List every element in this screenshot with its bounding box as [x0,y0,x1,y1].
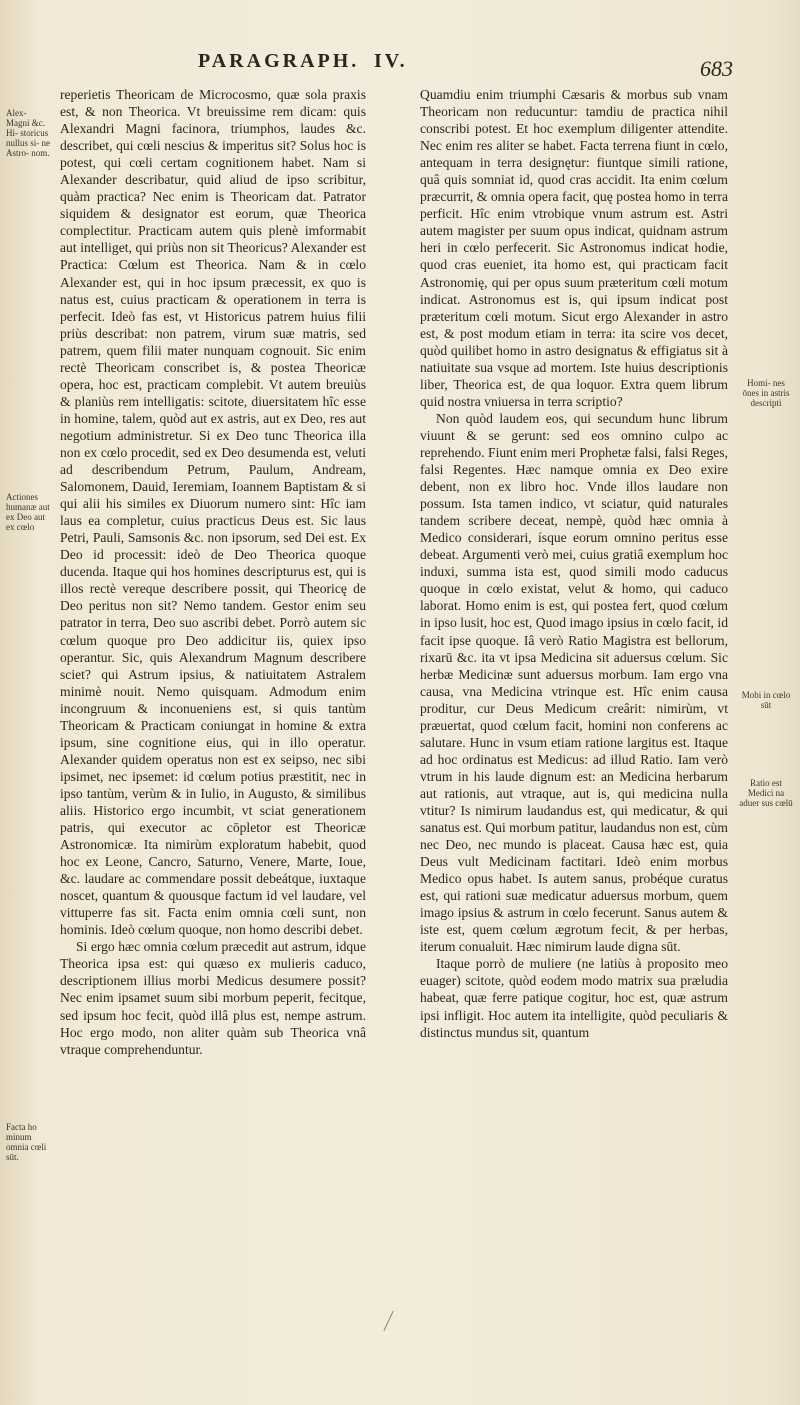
margin-note-left-1: Alex- Magni &c. Hi- storicus nullus si- ne Astro- nom. [6,108,50,158]
text-column-right [420,86,728,1041]
margin-note-right-3: Ratio est Medici na aduer sus cœlū [739,778,793,808]
header-paragraph-label: PARAGRAPH. [198,50,360,72]
running-header [0,50,800,81]
text-column-left [60,86,366,1058]
margin-note-right-2: Mobi in cœlo sūt [741,690,791,710]
paragraph: Si ergo hæc omnia cœlum præcedit aut astrum, idque Theorica ipsa est: qui quæso ex mulieris caduco, descriptionem illius morbi Medicus desumere possit? Nec enim ipsamet suum sibi morbum peperit, fecitque, sed ipsum hoc fecit, quòd illâ plus est, nempe astrum. Hoc ergo modo, non aliter quàm sub Theorica vnâ vtraque comprehenduntur. [60,939,366,1057]
paragraph: Non quòd laudem eos, qui secundum hunc librum viuunt & se gerunt: sed eos omnino culpo ac reprehendo. Fiunt enim meri Prophetæ falsi, falsi Reges, falsi Regentes. Hæc namque omnia ex Deo exire debent, non ex libro hoc. Vnde illos laudare non possum. Ista tamen indico, vt sciatur, quid naturales tandem scribere deceat, nempè, quòd hæc omnia à Medico considerari, ísque eorum omnino peritus esse debeat. Argumenti verò mei, cuius gratiâ exemplum hoc induxi, summa ista est, quod simili modo caducus quoque in cœlo existat, velut & homo, qui caduco laborat. Homo enim is est, qui postea fert, quod cœlum in ipso lusit, hoc est, Quod imago ipsius in cœlo facit, id facit ipse quoque. Iâ verò Ratio Magistra est bellorum, rixarū &c. ita vt ipsa Medicina sit aduersus cœlum. Sic herbæ Medicinæ sunt aduersus morbum. Iam ergo vna causa, vna Medicina vtrinque est. Hîc enim causa proditur, cur Deus Medicum creârit: nimirùm, vt præuertat, quod cœlum facit, homini non conferens ac salutare. Hunc in vsum etiam ratione largitus est. Itaque ad hoc ordinatus est Medicus: ad illud Ratio. Iam verò vtrum in his laude dignum est: an Medicina herbarum aut rationis, aut vtraque, aut is, qui medicina nulla vtitur? Is nimirum laudandus est, qui medicatur, & qui sanatus est. Qui morbum patitur, laudandus non est, cùm nec Deo, nec mundo is placeat. Causa hæc est, quia Deus vult Medicinam factitari. Ideò enim morbus Medico opus habet. Is autem sanus, probéque curatus est, qui rationi suæ medicatur aduersus morbum, quem imago ipsius & astrum in cœlo fecerunt. Sanus autem & iste est, quem cœlum ægrotum fecit, & per herbas, iterum conualuit. Hæc nimirum laude digna sūt. [420,410,728,955]
page-number: 683 [700,56,733,81]
paragraph: reperietis Theoricam de Microcosmo, quæ sola praxis est, & non Theorica. Vt breuissime rem dicam: quis Alexandri Magni facinora, triumphos, laudes &c. describet, qui cœli nescius & imperitus sit? Solus hoc is potest, qui cœli certam cognitionem habet. Nam si Alexander describatur, quid aliud de ipso scribitur, quàm practica? Nec enim is Theoricam dat. Patrator siquidem & designator est eorum, quæ Theorica complectitur. Practicam autem quis plenè imformabit aut intelliget, qui priùs non sit Theoricus? Alexander est Practica: Cœlum est Theorica. Nam & in cœlo Alexander est, qui in hoc ipsum præcessit, ex quo is natus est, cuius practicam & operationem in terra is perfecit. Ideò fas est, vt Historicus patrem huius filii priùs describat: non patrem, virum suæ matris, sed patrem, quem filii mater nunquam cognouit. Sic enim rectè Theoricam conscribet is, & postea Theoricæ opera, hoc est, practicam complebit. Vt autem breuiùs & planiùs rem intelligatis: scitote, diuersitatem hîc esse in homine, talem, quòd aut ex astris, aut ex Deo, res aut negotium administretur. Si ex Deo tunc Theorica illa non ex cœlo procedit, sed ex Deo desumenda est, veluti ad describendum Petrum, Paulum, Andream, Salomonem, Dauid, Ieremiam, Ioannem Baptistam & si qui alii his similes ex Diuorum numero sint: Hîc iam laus ea completur, cuius practicus Deus est. Sic laus Petri, Pauli, Samsonis &c. non ipsorum, sed Dei est. Ex Deo id processit: ideò de Deo Theorica quoque ducenda. Itaque qui hos homines descripturus est, qui is illos rectè vereque describere possit, qui Theoricę de Deo peritus non sit? Nemo tandem. Gestor enim seu patrator in terra, Deo suo ascribi debet. Porrò autem sic cœlum quoque pro Deo addicitur iis, quiex ipso operantur. Sic, quis Alexandrum Magnum describere sciet? qui Astrum ipsius, & natiuitatem Astralem minimè nouit. Nemo quisquam. Admodum enim incongruum & inconueniens est, si quis tantùm Theoricam & Practicam coniungat in homine & extra ipsum, sine cognitione eius, qui in illo operatur. Alexander quidem operatus non est ex seipso, nec sibi ipsimet, nec ipsemet: id cœlum potius præstitit, nec in ipso tantùm, verùm & in Iulio, in Augusto, & similibus aliis. Historico ergo incumbit, vt sciat generationem patris, qui executor ac cōpletor est Theoricæ Astronomicæ. Ita nimirùm exploratum habebit, quod hoc ex Leone, Cancro, Saturno, Venere, Marte, Ioue, &c. laudare ac commendare possit debeátque, iuxtaque noscet, quantum & quousque factum id vel laudare, vel vittuperre fas sit. Facta enim omnia cœli sunt, non hominis. Ideò cœlum quoque, non homo describi debet. [60,87,366,938]
pencil-mark [383,1311,393,1331]
margin-note-right-1: Homi- nes ōnes in astris descripti [742,378,790,408]
margin-note-left-3: Facta ho minum omnia cœli sūt. [6,1122,47,1162]
header-section-number: IV. [374,50,408,72]
paragraph: Itaque porrò de muliere (ne latiùs à proposito meo euager) scitote, quòd eodem modo matrix sua præludia habeat, quæ ferre patique cogitur, hoc est, quæ astrum ipsi infligit. Hoc autem ita intelligite, quòd peculiaris & distinctus mundus sit, quantum [420,956,728,1040]
paragraph: Quamdiu enim triumphi Cæsaris & morbus sub vnam Theoricam non reducuntur: tamdiu de practica nihil conscribi potest. Et hoc exemplum diligenter attendite. Nec enim res aliter se habet. Facta terrena fiunt in cœlo, antequam in terra designętur: fiuntque simili ratione, quâ quis somniat id, quod cras accidit. Ita enim cœlum præcurrit, & omnia opera facit, quę postea homo in terra perficit. Hîc enim vtrobique vnum astrum est. Astri autem magister per suum opus indicat, quidnam astrum heri in cœlo perfecerit. Sic Astronomus indicat hodie, quod cras eueniet, ita homo est, qui practicam facit Astronomię, qui per opus suum præteritum cœli motum indicat. Astronomus est is, qui ipsum indicat post præteritum cœli motum. Sicut ergo Alexander in astro est, & post modum etiam in terra: ita scire vos decet, quòd quilibet homo in astro designatus & effigiatus sit à natiuitate sua vsque ad mortem. Iste huius descriptionis liber, Theorica est, de qua loquor. Extra quem librum quid nostra vniuersa in terra scriptio? [420,87,728,409]
margin-note-left-2: Actiones humanæ aut ex Deo aut ex cœlo [6,492,50,532]
